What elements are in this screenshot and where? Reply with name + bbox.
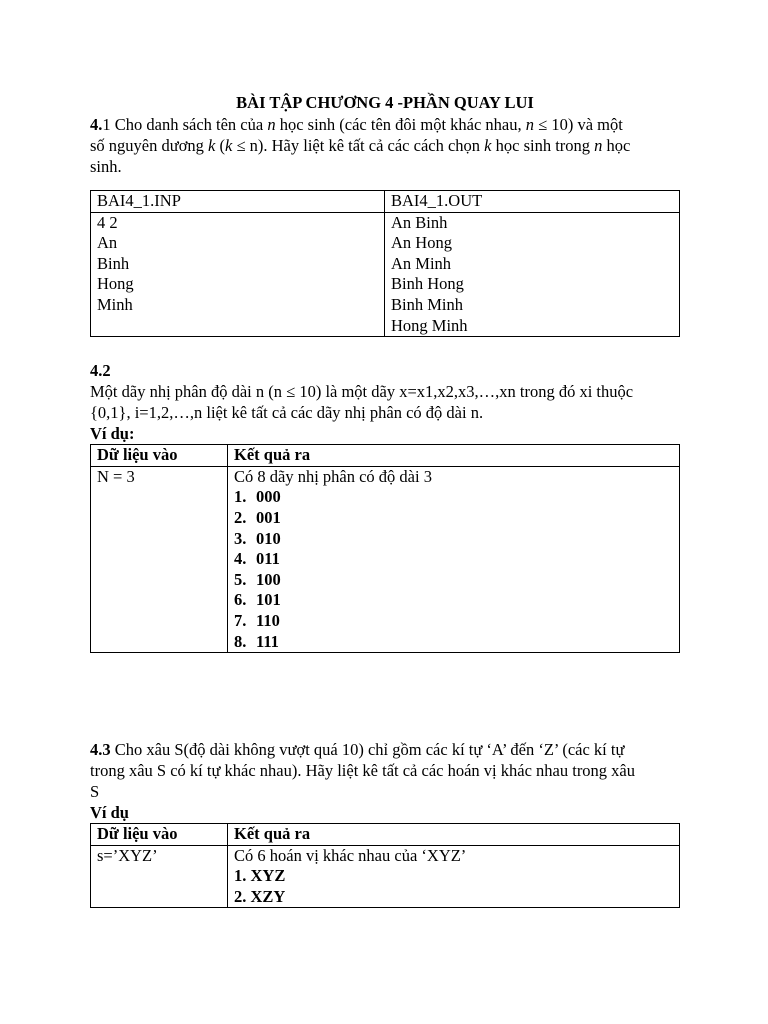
list-item: 2. 001 xyxy=(234,507,281,527)
out-line: Binh Hong xyxy=(391,274,464,294)
table-header-row xyxy=(91,445,680,467)
out-line: Hong Minh xyxy=(391,315,468,335)
io-table-4-1 xyxy=(90,190,680,337)
result-intro: Có 8 dãy nhị phân có độ dài 3 xyxy=(234,466,432,486)
list-item: 3. 010 xyxy=(234,528,281,548)
exercise-4-2-line-2: {0,1}, i=1,2,…,n liệt kê tất cả các dãy nhị phân có độ dài n. xyxy=(90,403,484,423)
inp-line: An xyxy=(97,233,118,253)
table-header-row xyxy=(91,191,680,213)
out-cell xyxy=(385,212,680,337)
header-result: Kết quả ra xyxy=(228,445,680,467)
inp-line: 4 2 xyxy=(97,212,118,232)
header-inp: BAI4_1.INP xyxy=(91,191,385,213)
result-intro: Có 6 hoán vị khác nhau của ‘XYZ’ xyxy=(234,845,467,865)
list-item: 7. 110 xyxy=(234,610,280,630)
out-line: An Minh xyxy=(391,253,452,273)
list-item: 5. 100 xyxy=(234,569,281,589)
inp-line: Minh xyxy=(97,294,133,314)
exercise-number: 4.3 xyxy=(90,740,111,760)
exercise-4-3-line-3: S xyxy=(90,782,100,802)
out-line: Binh Minh xyxy=(391,294,463,314)
exercise-4-1-line-2: số nguyên dương k (k ≤ n). Hãy liệt kê tất cả các cách chọn k học sinh trong n học xyxy=(90,136,631,155)
exercise-number: 4. xyxy=(90,115,103,134)
result-cell xyxy=(228,845,680,908)
exercise-4-3-line-2: trong xâu S có kí tự khác nhau). Hãy liệt kê tất cả các hoán vị khác nhau trong xâu xyxy=(90,761,636,781)
exercise-4-3-line-1: 4.3 Cho xâu S(độ dài không vượt quá 10) chỉ gồm các kí tự ‘A’ đến ‘Z’ (các kí tự xyxy=(90,740,625,760)
example-label: Ví dụ xyxy=(90,803,129,823)
document-page xyxy=(90,92,680,908)
table-row xyxy=(91,466,680,652)
page-title: BÀI TẬP CHƯƠNG 4 -PHẦN QUAY LUI xyxy=(236,93,534,112)
exercise-4-2 xyxy=(90,360,680,653)
exercise-4-1-line-3: sinh. xyxy=(90,157,122,176)
inp-line: Hong xyxy=(97,274,134,294)
exercise-4-1-line-1: 4.1 Cho danh sách tên của n học sinh (các tên đôi một khác nhau, n ≤ 10) và một xyxy=(90,115,623,134)
table-row xyxy=(91,845,680,908)
list-item: 1. XYZ xyxy=(234,866,286,886)
result-cell xyxy=(228,466,680,652)
input-cell: N = 3 xyxy=(91,466,228,652)
list-item: 6. 101 xyxy=(234,590,281,610)
table-header-row xyxy=(91,824,680,846)
header-result: Kết quả ra xyxy=(228,824,680,846)
table-row xyxy=(91,212,680,337)
io-table-4-3 xyxy=(90,823,680,908)
header-out: BAI4_1.OUT xyxy=(385,191,680,213)
io-table-4-2 xyxy=(90,444,680,653)
exercise-4-3 xyxy=(90,739,680,908)
out-line: An Hong xyxy=(391,233,452,253)
exercise-4-1 xyxy=(90,114,680,337)
exercise-number: 4.2 xyxy=(90,361,111,381)
list-item: 8. 111 xyxy=(234,631,279,651)
input-cell: s=’XYZ’ xyxy=(91,845,228,908)
example-label: Ví dụ: xyxy=(90,424,135,444)
inp-cell xyxy=(91,212,385,337)
list-item: 2. XZY xyxy=(234,886,286,906)
list-item: 4. 011 xyxy=(234,549,280,569)
header-input: Dữ liệu vào xyxy=(91,445,228,467)
header-input: Dữ liệu vào xyxy=(91,824,228,846)
inp-line: Binh xyxy=(97,253,130,273)
out-line: An Binh xyxy=(391,212,448,232)
list-item: 1. 000 xyxy=(234,487,281,507)
exercise-4-2-line-1: Một dãy nhị phân độ dài n (n ≤ 10) là một dãy x=x1,x2,x3,…,xn trong đó xi thuộc xyxy=(90,382,634,402)
